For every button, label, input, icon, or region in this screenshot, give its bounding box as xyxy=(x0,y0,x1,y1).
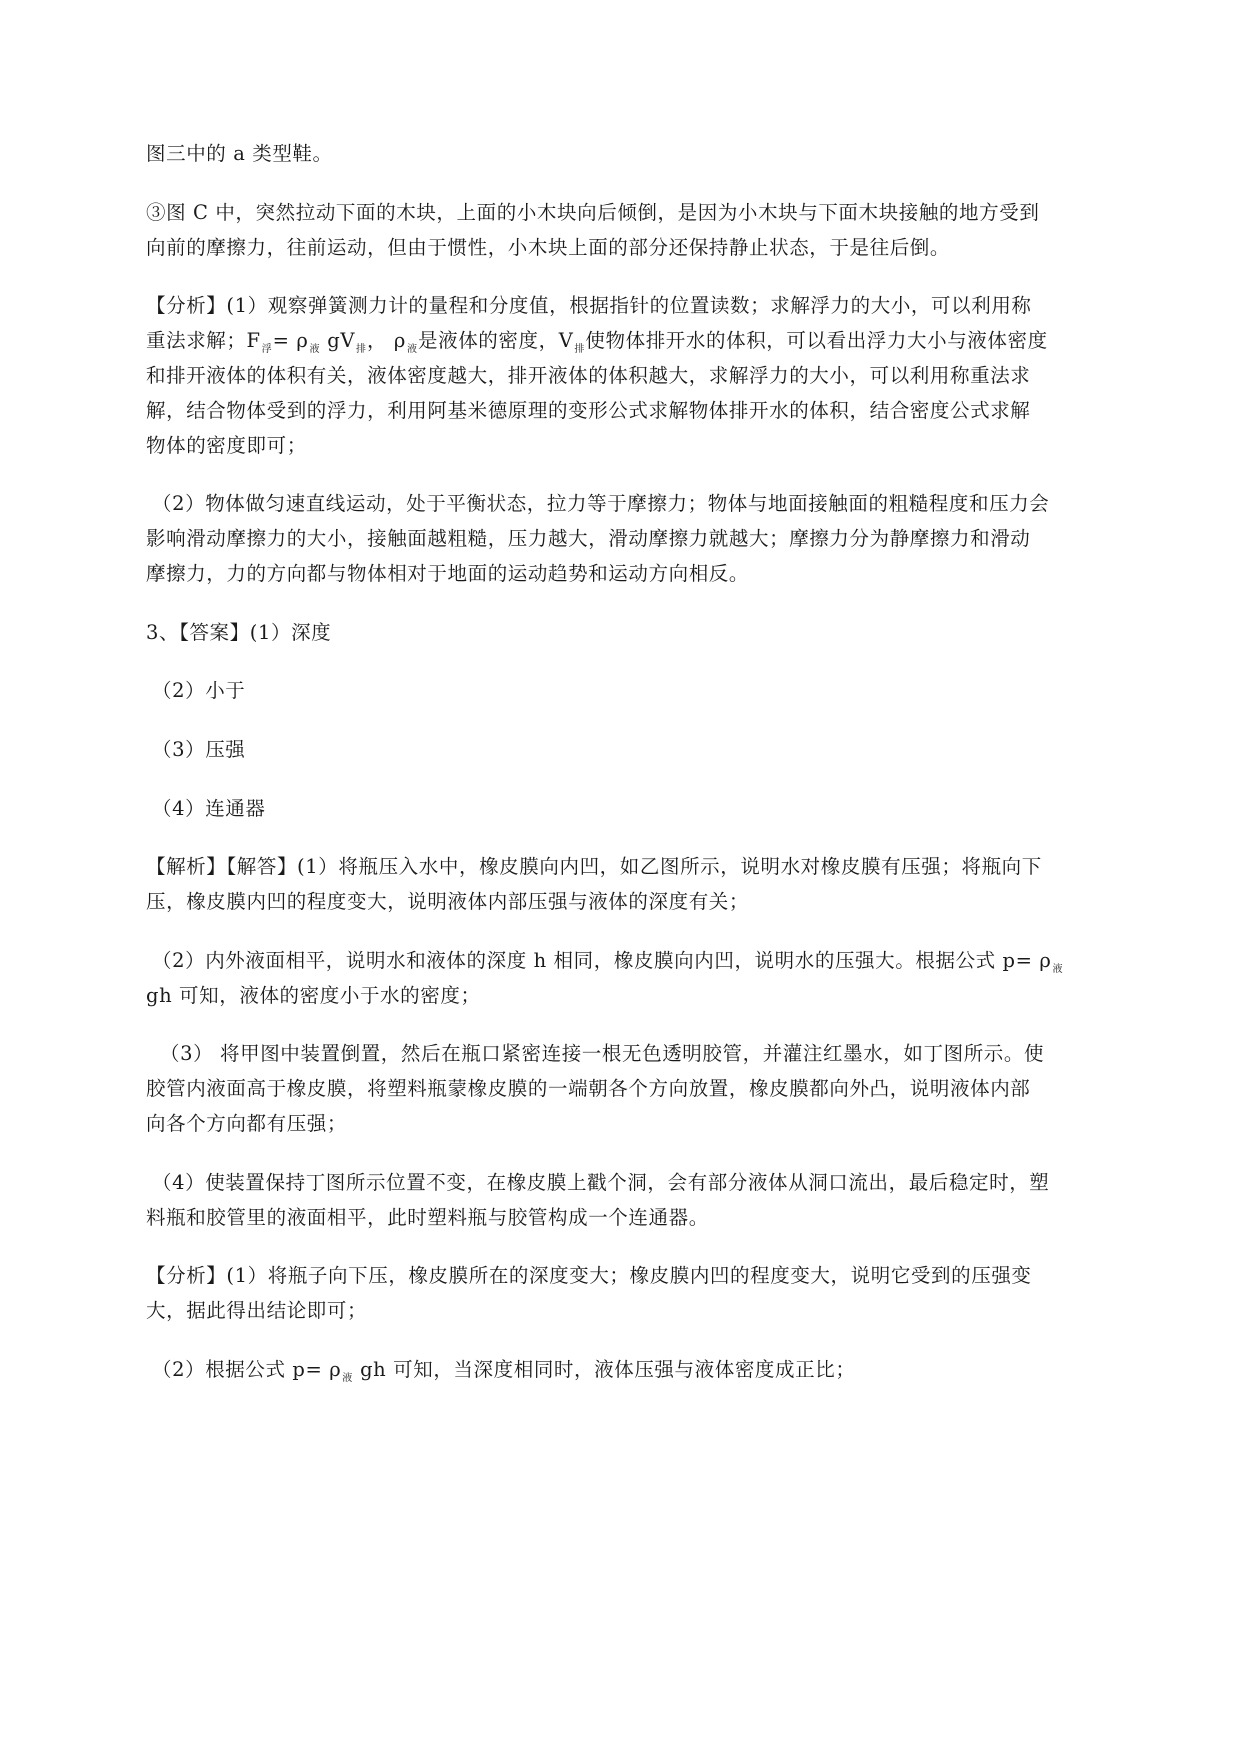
formula-text: 使物体排开水的体积，可以看出浮力大小与液体密度 xyxy=(585,329,1048,352)
subscript: 液 xyxy=(309,344,320,355)
formula-text: gV xyxy=(320,329,356,352)
text-line: （4）使装置保持丁图所示位置不变，在橡皮膜上戳个洞，会有部分液体从洞口流出，最后稳定时，塑 xyxy=(152,1171,1050,1194)
formula-text: （2）内外液面相平，说明水和液体的深度 h 相同，橡皮膜向内凹，说明水的压强大。根据公式 p= ρ xyxy=(152,949,1052,972)
text-line: 摩擦力，力的方向都与物体相对于地面的运动趋势和运动方向相反。 xyxy=(146,562,750,585)
text-line: gh 可知，液体的密度小于水的密度； xyxy=(146,984,481,1007)
text-line: 向各个方向都有压强； xyxy=(146,1112,348,1135)
text-line: 和排开液体的体积有关，液体密度越大，排开液体的体积越大，求解浮力的大小，可以利用称重法求 xyxy=(146,364,1031,387)
text-line: （4）连通器 xyxy=(152,797,266,820)
text-line: （2）小于 xyxy=(152,679,246,702)
formula-line xyxy=(152,1357,1112,1392)
formula-text: = ρ xyxy=(272,329,309,352)
text-line: （3）压强 xyxy=(152,738,246,761)
text-line: 【分析】(1）将瓶子向下压，橡皮膜所在的深度变大；橡皮膜内凹的程度变大，说明它受到的压强变 xyxy=(146,1264,1032,1287)
text-line: 物体的密度即可； xyxy=(146,434,307,457)
text-line: （2）物体做匀速直线运动，处于平衡状态，拉力等于摩擦力；物体与地面接触面的粗糙程度和压力会 xyxy=(152,492,1050,515)
subscript: 排 xyxy=(356,344,367,355)
subscript: 液 xyxy=(1052,964,1063,975)
text-line: 图三中的 a 类型鞋。 xyxy=(146,142,333,165)
text-line: 胶管内液面高于橡皮膜，将塑料瓶蒙橡皮膜的一端朝各个方向放置，橡皮膜都向外凸，说明液体内部 xyxy=(146,1077,1031,1100)
text-line: 向前的摩擦力，往前运动，但由于惯性，小木块上面的部分还保持静止状态，于是往后倒。 xyxy=(146,236,951,259)
text-line: 影响滑动摩擦力的大小，接触面越粗糙，压力越大，滑动摩擦力就越大；摩擦力分为静摩擦力和滑动 xyxy=(146,527,1031,550)
text-line: 【分析】(1）观察弹簧测力计的量程和分度值，根据指针的位置读数；求解浮力的大小，可以利用称 xyxy=(146,294,1032,317)
text-line: 【解析】【解答】(1）将瓶压入水中，橡皮膜向内凹，如乙图所示，说明水对橡皮膜有压强；将瓶向下 xyxy=(146,855,1042,878)
subscript: 液 xyxy=(407,344,417,355)
formula-text: 是液体的密度，V xyxy=(418,329,574,352)
subscript: 排 xyxy=(574,344,585,355)
formula-text: 重法求解；F xyxy=(146,329,261,352)
text-line: 3、【答案】(1）深度 xyxy=(146,621,332,644)
formula-line xyxy=(146,328,1106,363)
subscript: 浮 xyxy=(261,344,272,355)
text-line: 压，橡皮膜内凹的程度变大，说明液体内部压强与液体的深度有关； xyxy=(146,890,750,913)
text-line: 大，据此得出结论即可； xyxy=(146,1299,368,1322)
formula-text: （2）根据公式 p= ρ xyxy=(152,1358,342,1381)
formula-text: ， ρ xyxy=(367,329,406,352)
subscript: 液 xyxy=(342,1373,353,1384)
text-line: 解，结合物体受到的浮力，利用阿基米德原理的变形公式求解物体排开水的体积，结合密度公式求解 xyxy=(146,399,1031,422)
text-line: （3） 将甲图中装置倒置，然后在瓶口紧密连接一根无色透明胶管，并灌注红墨水，如丁图所示。使 xyxy=(160,1042,1045,1065)
text-line: ③图 C 中，突然拉动下面的木块，上面的小木块向后倾倒，是因为小木块与下面木块接触的地方受到 xyxy=(146,201,1040,224)
text-line: 料瓶和胶管里的液面相平，此时塑料瓶与胶管构成一个连通器。 xyxy=(146,1206,709,1229)
formula-line xyxy=(152,948,1112,983)
formula-text: gh 可知，当深度相同时，液体压强与液体密度成正比； xyxy=(353,1358,856,1381)
